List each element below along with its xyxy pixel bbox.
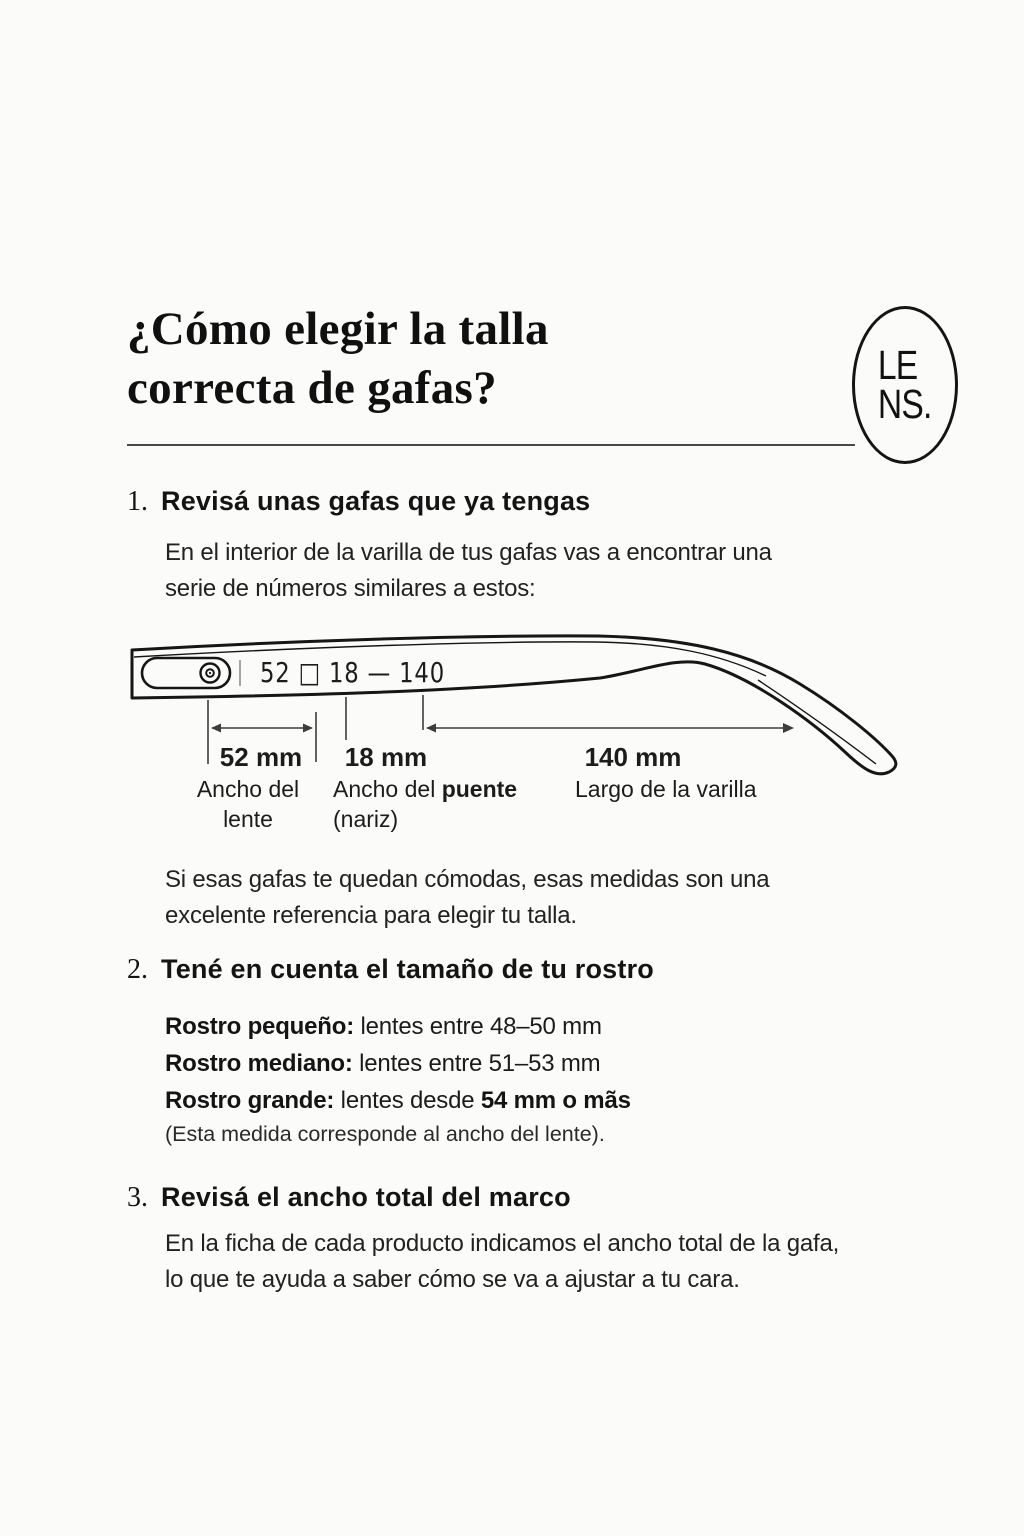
section1-note-line2: excelente referencia para elegir tu talla. [165, 902, 577, 929]
section3-body [165, 1226, 839, 1298]
lens-width-value: 52 mm [219, 742, 303, 772]
face-size-list [165, 1008, 631, 1119]
bridge-width-label-regular: Ancho del [333, 776, 442, 802]
section1-body [165, 535, 772, 607]
section1-number: 1. [127, 486, 148, 517]
section3-body-line2: lo que te ayuda a saber cómo se va a ajustar a tu cara. [165, 1266, 740, 1293]
section3-body-line1: En la ficha de cada producto indicamos el ancho total de la gafa, [165, 1230, 840, 1257]
section1-body-line2: serie de números similares a estos: [165, 575, 536, 602]
section2-heading-text: Tené en cuenta el tamaño de tu rostro [161, 954, 654, 984]
brand-logo-line2: NS. [878, 381, 932, 427]
brand-logo-text [878, 342, 932, 427]
bridge-width-label-line1 [333, 776, 517, 802]
section2-footnote: (Esta medida corresponde al ancho del lente). [165, 1122, 605, 1146]
face-size-item-small-text: lentes entre 48–50 mm [354, 1013, 602, 1040]
lens-width-label-line2: lente [223, 806, 273, 832]
section3-heading [127, 1182, 571, 1214]
bridge-width-label-bold: puente [441, 776, 518, 802]
face-size-item-large [165, 1082, 631, 1119]
lens-width-label-line1: Ancho del [196, 776, 300, 802]
section1-body-line1: En el interior de la varilla de tus gafas vas a encontrar una [165, 539, 772, 566]
face-size-item-large-suffix: 54 mm o mãs [480, 1087, 631, 1114]
face-size-item-small [165, 1008, 631, 1045]
hinge-screw-icon [201, 664, 220, 683]
section3-heading-text: Revisá el ancho total del marco [161, 1182, 571, 1212]
face-size-item-large-label: Rostro grande: [165, 1087, 335, 1114]
section2-heading [127, 954, 654, 986]
face-size-item-medium-label: Rostro mediano: [165, 1050, 353, 1077]
section2-number: 2. [127, 954, 148, 985]
brand-logo-line1: LE [878, 342, 918, 388]
hinge-plate [142, 658, 230, 688]
page-title [127, 300, 549, 418]
page-title-line1: ¿Cómo elegir la talla [127, 303, 549, 355]
section1-note [165, 862, 769, 934]
section3-number: 3. [127, 1182, 148, 1213]
title-divider [127, 444, 855, 446]
bridge-width-value: 18 mm [344, 742, 428, 772]
section1-heading [127, 486, 590, 518]
temple-length-value: 140 mm [584, 742, 682, 772]
section1-heading-text: Revisá unas gafas que ya tengas [161, 486, 591, 516]
face-size-item-large-text: lentes desde [334, 1087, 481, 1114]
section1-note-line1: Si esas gafas te quedan cómodas, esas medidas son una [165, 866, 770, 893]
bridge-width-label-line2: (nariz) [333, 806, 399, 832]
temple-length-label: Largo de la varilla [575, 776, 757, 802]
temple-size-marking: 52 □ 18 — 140 [260, 656, 445, 689]
glasses-temple-diagram [128, 616, 928, 864]
face-size-item-medium [165, 1045, 631, 1082]
page-title-line2: correcta de gafas? [127, 362, 497, 414]
brand-logo [852, 306, 958, 464]
face-size-item-medium-text: lentes entre 51–53 mm [352, 1050, 601, 1077]
face-size-item-small-label: Rostro pequeño: [165, 1013, 354, 1040]
ear-hook-inner-line [758, 680, 876, 764]
